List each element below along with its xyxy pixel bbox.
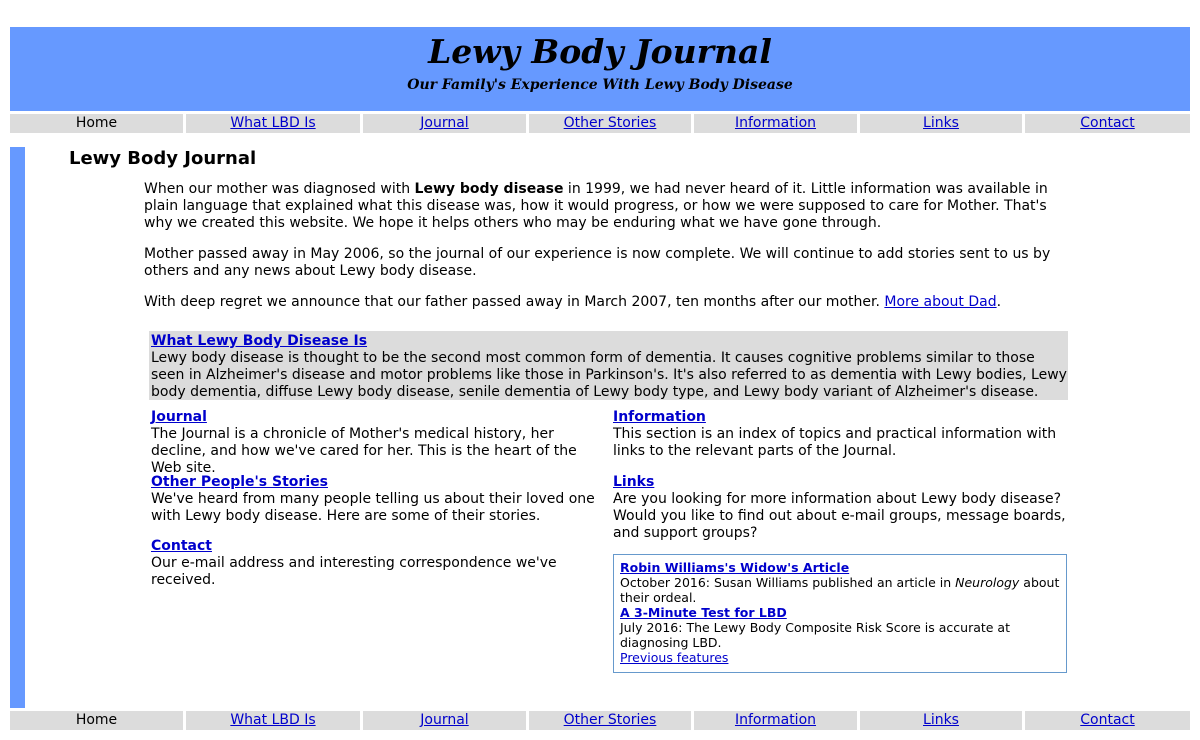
nav-information-link[interactable]: Information: [734, 115, 817, 131]
links-text: Are you looking for more information about Lewy body disease? Would you like to find out about e-mail groups, message boards, and support groups?: [613, 491, 1066, 541]
contact-section: [151, 538, 566, 589]
nav-other-stories-link[interactable]: Other Stories: [563, 115, 657, 131]
nav-contact-link[interactable]: Contact: [1080, 115, 1135, 131]
nav-home: [10, 711, 183, 730]
nav-contact-link[interactable]: Contact: [1080, 712, 1135, 728]
contact-link[interactable]: Contact: [151, 538, 212, 554]
feature-2-text: July 2016: The Lewy Body Composite Risk Score is accurate at diagnosing LBD.: [620, 620, 1010, 650]
what-lbd-is-box: [149, 331, 1068, 400]
nav-what-lbd-link[interactable]: What LBD Is: [230, 712, 316, 728]
contact-text: Our e-mail address and interesting correspondence we've received.: [151, 555, 557, 588]
intro-paragraph-2: Mother passed away in May 2006, so the journal of our experience is now complete. We will continue to add stories sent to us by others and any news about Lewy body disease.: [144, 246, 1051, 279]
nav-information: [694, 114, 857, 133]
site-title: Lewy Body Journal: [428, 32, 772, 71]
intro: [144, 181, 1068, 325]
nav-contact: [1025, 114, 1190, 133]
links-section: [613, 474, 1068, 542]
nav-contact: [1025, 711, 1190, 730]
nav-what-lbd: [186, 711, 360, 730]
features-box: [613, 554, 1067, 673]
feature-1-link[interactable]: Robin Williams's Widow's Article: [620, 560, 850, 575]
nav-home-label: Home: [75, 712, 118, 728]
previous-features-link[interactable]: Previous features: [620, 650, 729, 665]
stories-text: We've heard from many people telling us about their loved one with Lewy body disease. Here are some of their stories.: [151, 491, 595, 524]
more-about-dad-link[interactable]: More about Dad: [884, 294, 997, 310]
stories-section: [151, 474, 596, 525]
nav-journal-link[interactable]: Journal: [420, 712, 469, 728]
nav-home: [10, 114, 183, 133]
site-subtitle: Our Family's Experience With Lewy Body Disease: [407, 77, 793, 93]
nav-information: [694, 711, 857, 730]
nav-journal: [363, 114, 526, 133]
information-section: [613, 409, 1063, 460]
nav-other-stories: [529, 114, 691, 133]
intro-bold-term: Lewy body disease: [414, 181, 564, 197]
what-lbd-is-link[interactable]: What Lewy Body Disease Is: [151, 333, 368, 349]
feature-2-link[interactable]: A 3-Minute Test for LBD: [620, 605, 787, 620]
page-title: Lewy Body Journal: [69, 148, 257, 169]
nav-other-stories: [529, 711, 691, 730]
journal-text: The Journal is a chronicle of Mother's medical history, her decline, and how we've cared for her. This is the heart of the Web site.: [151, 426, 577, 476]
journal-section: [151, 409, 606, 477]
what-lbd-is-text: Lewy body disease is thought to be the second most common form of dementia. It causes cognitive problems similar to those seen in Alzheimer's disease and motor problems like those in Parkinson's. It's also referred to as dementia with Lewy bodies, Lewy body dementia, diffuse Lewy body disease, senile dementia of Lewy body type, and Lewy body variant of Alzheimer's disease.: [151, 350, 1067, 400]
nav-home-label: Home: [75, 115, 118, 131]
nav-links-link[interactable]: Links: [923, 115, 959, 131]
left-accent-bar: [10, 147, 25, 708]
journal-link[interactable]: Journal: [151, 409, 207, 425]
nav-links: [860, 114, 1022, 133]
information-text: This section is an index of topics and practical information with links to the relevant parts of the Journal.: [613, 426, 1057, 459]
top-nav: [10, 114, 1190, 133]
information-link[interactable]: Information: [613, 409, 706, 425]
intro-paragraph-1: When our mother was diagnosed with Lewy body disease in 1999, we had never heard of it. Little information was available in plain language that explained what this disease was, how it would progress, or how we were supposed to care for Mother. That's why we created this website. We hope it helps others who may be enduring what we have gone through.: [144, 181, 1048, 231]
stories-link[interactable]: Other People's Stories: [151, 474, 328, 490]
nav-what-lbd-link[interactable]: What LBD Is: [230, 115, 316, 131]
nav-information-link[interactable]: Information: [734, 712, 817, 728]
site-header: [10, 27, 1190, 111]
feature-1-text: October 2016: Susan Williams published an article in Neurology about their ordeal.: [620, 575, 1060, 605]
nav-links: [860, 711, 1022, 730]
bottom-nav: [10, 711, 1190, 730]
nav-journal-link[interactable]: Journal: [420, 115, 469, 131]
nav-other-stories-link[interactable]: Other Stories: [563, 712, 657, 728]
nav-journal: [363, 711, 526, 730]
nav-what-lbd: [186, 114, 360, 133]
links-link[interactable]: Links: [613, 474, 655, 490]
intro-paragraph-3: With deep regret we announce that our father passed away in March 2007, ten months after our mother. More about Dad.: [144, 294, 1002, 310]
nav-links-link[interactable]: Links: [923, 712, 959, 728]
